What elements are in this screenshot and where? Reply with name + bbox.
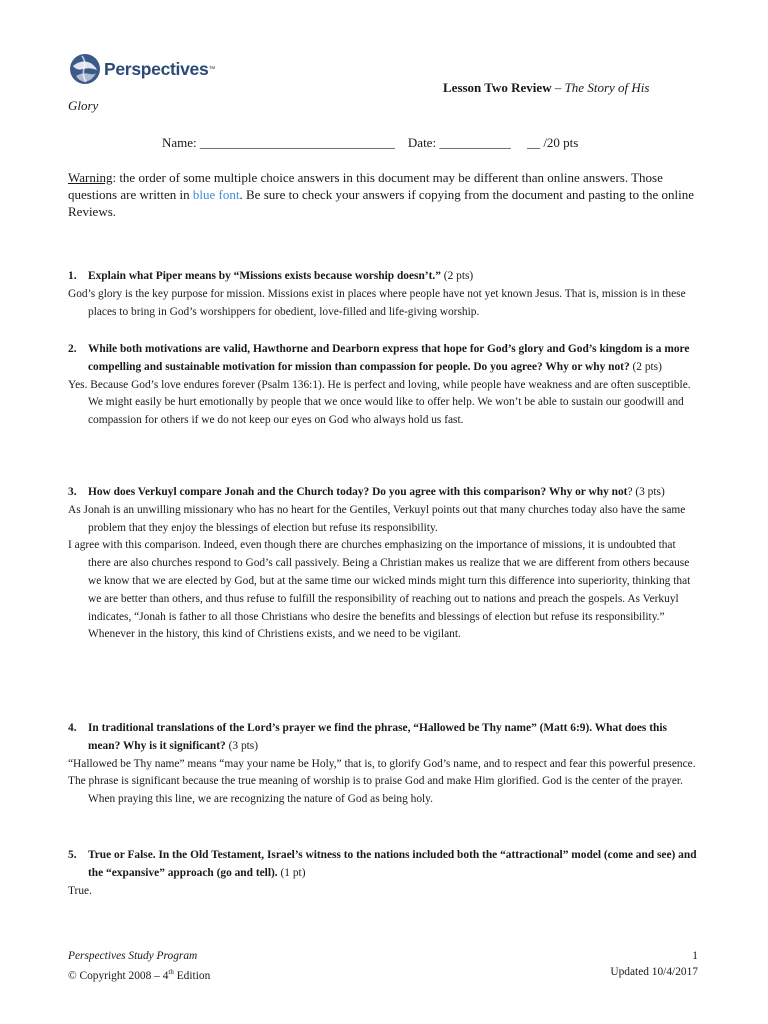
copyright-edition: Edition: [173, 969, 211, 982]
question-points: (3 pts): [225, 739, 259, 752]
question-number: 5.: [68, 849, 77, 861]
perspectives-logo: [68, 52, 215, 86]
question-prompt: [68, 720, 700, 756]
logo-trademark: ™: [208, 65, 216, 73]
question-number: 2.: [68, 343, 77, 355]
warning-text-2: . Be sure to check your answers if copying from the document and pasting to the online Reviews.: [68, 187, 695, 219]
date-label: Date:: [407, 135, 437, 150]
copyright-sup: th: [168, 968, 174, 976]
footer-copyright: [68, 964, 210, 984]
globe-logo-icon: [68, 52, 102, 86]
footer-updated: Updated 10/4/2017: [610, 966, 698, 978]
question-number: 1.: [68, 270, 77, 282]
warning-text-1: : the order of some multiple choice answers in this document may be different than online answers. Those questions are written in: [68, 170, 663, 202]
score-total: /20 pts: [543, 135, 579, 150]
prompt-text: Explain what Piper means by “Missions exists because worship doesn’t.”: [88, 270, 441, 282]
document-title: [443, 80, 649, 96]
question-points: ? (3 pts): [627, 486, 665, 498]
question-5: [68, 847, 700, 900]
question-points: (1 pt): [277, 866, 306, 879]
copyright-text: © Copyright 2008 – 4: [68, 969, 169, 982]
title-continuation: Glory: [68, 98, 99, 113]
warning-note: [68, 169, 708, 220]
page-footer: [68, 948, 698, 984]
answer-text: The phrase is significant because the true meaning of worship is to praise God and make Him glorified. God is the center of the prayer. When praying this line, we are recognizing the nature of God as being holy.: [68, 775, 683, 806]
score-field[interactable]: __: [527, 135, 541, 150]
answer-text: As Jonah is an unwilling missionary who has no heart for the Gentiles, Verkuyl points out that many churches today also have the same problem that they enjoy the blessings of election but refuse its responsibility.: [68, 503, 686, 534]
title-bold: Lesson Two Review: [443, 80, 552, 95]
question-points: (2 pts): [440, 270, 474, 282]
question-points: (2 pts): [629, 360, 662, 373]
answer-text: “Hallowed be Thy name” means “may your name be Holy,” that is, to glorify God’s name, and to respect and fear this powerful presence.: [68, 757, 696, 770]
answer-text: Yes. Because God’s love endures forever (Psalm 136:1). He is perfect and loving, while people have weakness and are often susceptible. We might easily be hurt emotionally by people that we once would like to offer help. We won’t be able to sustain our goodwill and compassion for others if we do not keep our eyes on God who always hold us fast.: [68, 378, 691, 427]
question-3: [68, 484, 700, 644]
question-prompt: [68, 847, 700, 883]
prompt-text: While both motivations are valid, Hawthorne and Dearborn express that hope for God’s glory and God’s kingdom is a more compelling and sustainable motivation for mission than compassion for people. Do you agree? Why or why not?: [88, 343, 690, 373]
answer-text: God’s glory is the key purpose for mission. Missions exist in places where people have not yet known Jesus. That is, mission is in these places to bring in God’s worshippers for obedient, love-filled and life-giving worship.: [68, 287, 686, 318]
question-prompt: [68, 341, 700, 377]
date-field[interactable]: ___________: [439, 135, 511, 150]
student-info-line: [162, 135, 578, 151]
question-2: [68, 341, 700, 430]
title-dash: –: [551, 80, 565, 95]
footer-program: Perspectives Study Program: [68, 950, 198, 962]
name-label: Name:: [162, 135, 197, 150]
title-italic: The Story of His: [564, 80, 650, 95]
footer-page-number: 1: [692, 950, 698, 962]
name-field[interactable]: ______________________________: [199, 135, 395, 150]
answer-text: I agree with this comparison. Indeed, even though there are churches emphasizing on the importance of missions, it is undoubted that there are also churches respond to God’s call passively. Being a Christian makes us realize that we are different from others because we know that we are elected by God, but at the same time our wicked minds might turn this difference into superiority, thinking that we are better than others, and thus refuse to fulfill the responsibility of reaching out to nations and preach the gospels. As Verkuyl indicates, “Jonah is father to all those Christians who desire the benefits and blessings of election but refuse its responsibility.” Whenever in the history, this kind of Christiens exists, and we need to be vigilant.: [68, 539, 691, 641]
prompt-text: True or False. In the Old Testament, Israel’s witness to the nations included both the “attractional” model (come and see) and the “expansive” approach (go and tell).: [88, 849, 697, 879]
logo-wordmark: Perspectives: [104, 58, 209, 79]
warning-label: Warning: [68, 170, 113, 185]
answer-text: True.: [68, 884, 92, 897]
question-prompt: [68, 268, 700, 286]
prompt-text: How does Verkuyl compare Jonah and the Church today? Do you agree with this comparison? Why or why not: [88, 486, 628, 498]
blue-font-text: blue font: [192, 187, 240, 202]
question-1: [68, 268, 700, 321]
question-number: 3.: [68, 486, 77, 498]
question-prompt: [68, 484, 700, 502]
prompt-text: In traditional translations of the Lord’s prayer we find the phrase, “Hallowed be Thy name” (Matt 6:9). What does this mean? Why is it significant?: [88, 722, 667, 752]
question-number: 4.: [68, 722, 77, 734]
question-4: [68, 720, 700, 809]
